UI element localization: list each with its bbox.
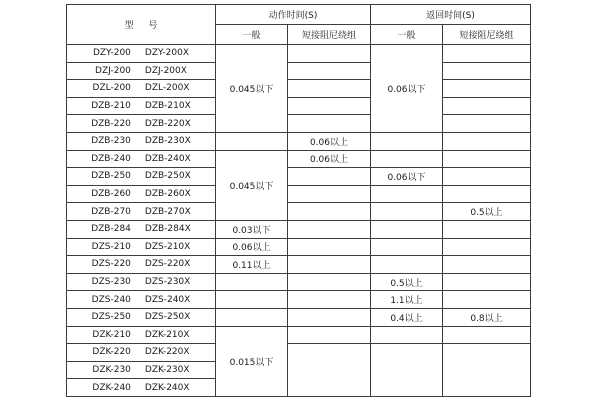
return-short-damping-cell: 0.8以上 xyxy=(443,308,531,326)
return-short-damping-cell xyxy=(443,80,531,98)
table-row xyxy=(67,308,531,326)
model-cell xyxy=(67,132,216,150)
model-cell xyxy=(67,308,216,326)
model-name: DZK-210 xyxy=(92,329,131,340)
return-general-cell xyxy=(371,220,443,238)
header-action-time: 动作时间(S) xyxy=(216,5,371,25)
table-row xyxy=(67,326,531,344)
return-general-cell: 1.1以上 xyxy=(371,291,443,309)
action-general-cell: 0.045以下 xyxy=(216,150,288,220)
model-cell xyxy=(67,379,216,397)
return-general-cell xyxy=(371,256,443,274)
model-cell xyxy=(67,326,216,344)
return-short-damping-cell xyxy=(443,238,531,256)
table-row xyxy=(67,344,531,362)
model-cell xyxy=(67,361,216,379)
model-cell xyxy=(67,256,216,274)
model-cell xyxy=(67,150,216,168)
return-general-cell: 0.4以上 xyxy=(371,308,443,326)
header-return-time: 返回时间(S) xyxy=(371,5,531,25)
model-cell xyxy=(67,273,216,291)
model-name: DZL-200 xyxy=(92,83,131,94)
return-short-damping-cell xyxy=(443,291,531,309)
action-short-damping-cell xyxy=(288,115,371,133)
table-row xyxy=(67,150,531,168)
table-body xyxy=(67,45,531,397)
model-name-x: DZB-220X xyxy=(144,118,191,129)
action-short-damping-cell: 0.06以上 xyxy=(288,150,371,168)
model-cell xyxy=(67,344,216,362)
model-name: DZJ-200 xyxy=(95,65,131,76)
action-short-damping-cell xyxy=(288,203,371,221)
header-action-short-damping: 短接阻尼绕组 xyxy=(288,25,371,45)
action-short-damping-cell xyxy=(288,238,371,256)
model-name-x: DZS-210X xyxy=(144,241,191,252)
return-general-cell xyxy=(371,344,443,397)
model-name-x: DZS-220X xyxy=(144,259,191,270)
return-short-damping-cell xyxy=(443,62,531,80)
table-row xyxy=(67,168,531,186)
action-general-cell xyxy=(216,273,288,291)
table-row xyxy=(67,80,531,98)
action-general-cell: 0.03以下 xyxy=(216,220,288,238)
model-cell xyxy=(67,115,216,133)
model-name: DZB-284 xyxy=(91,224,131,235)
action-short-damping-cell xyxy=(288,45,371,63)
return-general-cell xyxy=(371,203,443,221)
action-short-damping-cell xyxy=(288,80,371,98)
table-row xyxy=(67,132,531,150)
relay-spec-table xyxy=(66,4,531,397)
action-general-cell xyxy=(216,132,288,150)
table-row xyxy=(67,220,531,238)
table-row xyxy=(67,115,531,133)
table-row xyxy=(67,256,531,274)
model-name-x: DZS-230X xyxy=(144,277,191,288)
model-name: DZS-210 xyxy=(91,241,131,252)
model-cell xyxy=(67,291,216,309)
header-return-short-damping: 短接阻尼绕组 xyxy=(443,25,531,45)
table-row xyxy=(67,273,531,291)
header-model: 型 号 xyxy=(67,5,216,45)
model-name-x: DZK-240X xyxy=(144,382,190,393)
action-short-damping-cell xyxy=(288,344,371,397)
action-general-cell: 0.11以上 xyxy=(216,256,288,274)
return-short-damping-cell xyxy=(443,168,531,186)
model-cell xyxy=(67,220,216,238)
action-general-cell xyxy=(216,308,288,326)
return-general-cell xyxy=(371,185,443,203)
model-name-x: DZS-250X xyxy=(144,312,191,323)
model-name-x: DZL-200X xyxy=(144,83,190,94)
model-name-x: DZB-260X xyxy=(144,189,191,200)
model-name: DZK-220 xyxy=(92,347,131,358)
model-cell xyxy=(67,45,216,63)
action-short-damping-cell xyxy=(288,256,371,274)
model-name: DZS-250 xyxy=(91,312,131,323)
model-name: DZB-270 xyxy=(91,206,131,217)
table-row xyxy=(67,203,531,221)
action-short-damping-cell xyxy=(288,97,371,115)
model-name: DZB-220 xyxy=(91,118,131,129)
table-row xyxy=(67,238,531,256)
return-general-cell xyxy=(371,238,443,256)
return-short-damping-cell xyxy=(443,45,531,63)
action-short-damping-cell xyxy=(288,62,371,80)
model-name-x: DZB-270X xyxy=(144,206,191,217)
model-name: DZS-230 xyxy=(91,277,131,288)
return-general-cell xyxy=(371,150,443,168)
model-name-x: DZS-240X xyxy=(144,294,191,305)
model-name-x: DZB-210X xyxy=(144,101,191,112)
action-short-damping-cell xyxy=(288,185,371,203)
action-short-damping-cell xyxy=(288,273,371,291)
model-name: DZY-200 xyxy=(92,48,131,59)
model-name: DZB-240 xyxy=(91,153,131,164)
action-short-damping-cell xyxy=(288,308,371,326)
return-general-cell: 0.06以下 xyxy=(371,168,443,186)
header-row-1 xyxy=(67,5,531,25)
model-name-x: DZB-250X xyxy=(144,171,191,182)
action-general-cell: 0.015以下 xyxy=(216,326,288,396)
return-short-damping-cell xyxy=(443,326,531,344)
header-action-general: 一般 xyxy=(216,25,288,45)
model-name: DZS-220 xyxy=(91,259,131,270)
model-name-x: DZB-230X xyxy=(144,136,191,147)
return-short-damping-cell xyxy=(443,220,531,238)
table-row xyxy=(67,185,531,203)
model-cell xyxy=(67,185,216,203)
model-name: DZB-210 xyxy=(91,101,131,112)
return-short-damping-cell xyxy=(443,132,531,150)
model-name: DZK-230 xyxy=(92,364,131,375)
return-general-cell xyxy=(371,132,443,150)
action-short-damping-cell xyxy=(288,168,371,186)
model-name-x: DZK-210X xyxy=(144,329,190,340)
model-name-x: DZJ-200X xyxy=(144,65,187,76)
return-general-cell: 0.06以下 xyxy=(371,45,443,133)
return-short-damping-cell xyxy=(443,185,531,203)
table-row xyxy=(67,97,531,115)
model-name-x: DZK-230X xyxy=(144,364,190,375)
model-name: DZB-260 xyxy=(91,189,131,200)
model-name: DZK-240 xyxy=(92,382,131,393)
model-name-x: DZY-200X xyxy=(144,48,190,59)
return-short-damping-cell xyxy=(443,256,531,274)
table-header xyxy=(67,5,531,45)
model-cell xyxy=(67,62,216,80)
return-short-damping-cell xyxy=(443,97,531,115)
model-name: DZB-250 xyxy=(91,171,131,182)
model-cell xyxy=(67,97,216,115)
model-cell xyxy=(67,238,216,256)
return-short-damping-cell xyxy=(443,115,531,133)
return-general-cell: 0.5以上 xyxy=(371,273,443,291)
table-row xyxy=(67,62,531,80)
action-short-damping-cell xyxy=(288,291,371,309)
model-name: DZS-240 xyxy=(91,294,131,305)
model-name-x: DZB-284X xyxy=(144,224,191,235)
header-return-general: 一般 xyxy=(371,25,443,45)
model-name-x: DZK-220X xyxy=(144,347,190,358)
model-name: DZB-230 xyxy=(91,136,131,147)
return-general-cell xyxy=(371,326,443,344)
table-row xyxy=(67,45,531,63)
action-short-damping-cell: 0.06以上 xyxy=(288,132,371,150)
action-short-damping-cell xyxy=(288,220,371,238)
return-short-damping-cell xyxy=(443,150,531,168)
action-short-damping-cell xyxy=(288,326,371,344)
model-cell xyxy=(67,80,216,98)
action-general-cell xyxy=(216,291,288,309)
action-general-cell: 0.045以下 xyxy=(216,45,288,133)
model-name-x: DZB-240X xyxy=(144,153,191,164)
return-short-damping-cell xyxy=(443,273,531,291)
model-cell xyxy=(67,203,216,221)
action-general-cell: 0.06以上 xyxy=(216,238,288,256)
table-row xyxy=(67,291,531,309)
return-short-damping-cell xyxy=(443,344,531,397)
model-cell xyxy=(67,168,216,186)
return-short-damping-cell: 0.5以上 xyxy=(443,203,531,221)
